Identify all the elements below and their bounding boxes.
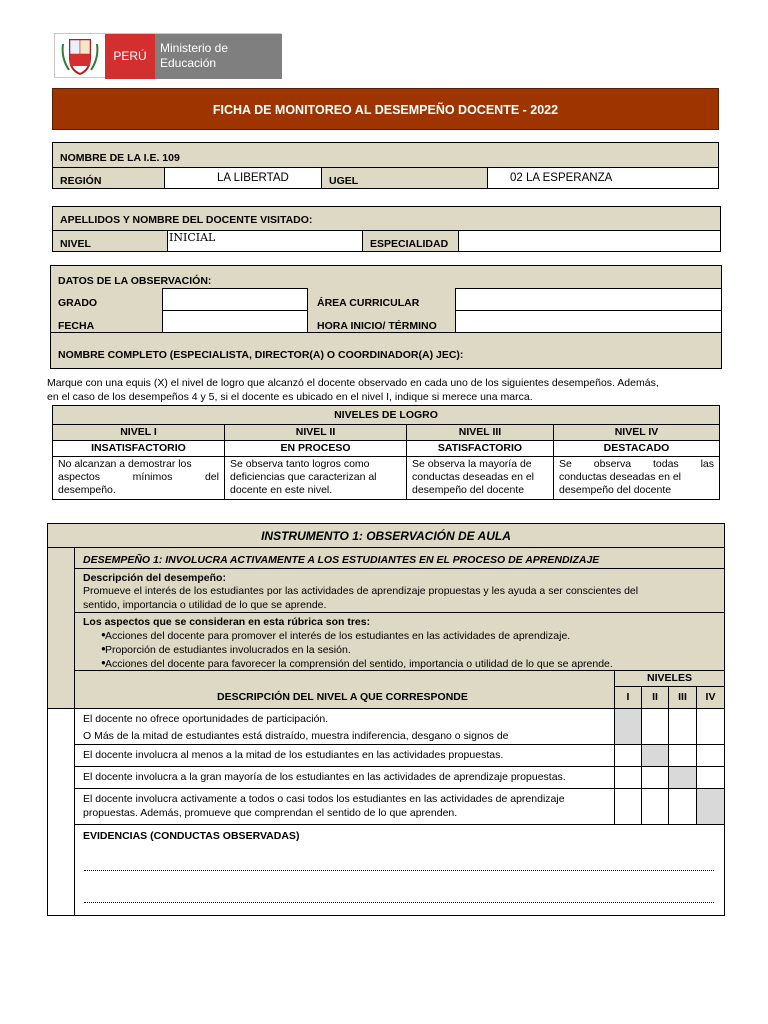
- ugel-value-cell[interactable]: [487, 167, 719, 189]
- evidence-line[interactable]: [84, 870, 714, 871]
- checkbox-row3-level-IV[interactable]: [696, 766, 725, 789]
- level-4-desc-word: observa: [593, 458, 632, 470]
- levels-header: NIVELES: [614, 670, 725, 687]
- rubric-text: El docente involucra activamente a todos o casi todos los estudiantes en las actividades de aprendizaje: [83, 793, 565, 805]
- level-3-desc-line: desempeño del docente: [412, 484, 525, 496]
- level-2-description: [224, 456, 407, 500]
- description-line2: sentido, importancia o utilidad de lo que se aprende.: [83, 599, 327, 611]
- level-3-name: NIVEL III: [406, 424, 554, 441]
- rubric-row-level-4: [74, 788, 615, 825]
- checkbox-row4-level-IV[interactable]: [696, 788, 725, 825]
- levels-table-header: NIVELES DE LOGRO: [52, 405, 720, 425]
- rubric-row-level-2: [74, 744, 615, 767]
- checkbox-row2-level-III[interactable]: [668, 744, 697, 767]
- level-4-category: DESTACADO: [553, 440, 720, 457]
- instrument-title: INSTRUMENTO 1: OBSERVACIÓN DE AULA: [47, 523, 725, 548]
- description-line1: Promueve el interés de los estudiantes por las actividades de aprendizaje propuestas y les ayuda a ser conscientes del: [83, 585, 639, 597]
- ugel-label: UGEL: [329, 175, 359, 187]
- level-1-category: INSATISFACTORIO: [52, 440, 225, 457]
- level-4-desc-line: desempeño del docente: [559, 484, 672, 496]
- aspect-item: ● Proporción de estudiantes involucrados en la sesión.: [105, 644, 351, 656]
- checkbox-row1-level-I[interactable]: [614, 708, 642, 745]
- checkbox-row4-level-I[interactable]: [614, 788, 642, 825]
- time-field[interactable]: [455, 310, 722, 333]
- level-1-desc-line: desempeño.: [58, 484, 116, 496]
- level-2-desc-line: docente en este nivel.: [230, 484, 333, 496]
- region-value: LA LIBERTAD: [217, 172, 289, 184]
- checkbox-row3-level-II[interactable]: [641, 766, 669, 789]
- checkbox-row1-level-II[interactable]: [641, 708, 669, 745]
- level-col-header: I: [614, 686, 642, 709]
- level-1-name: NIVEL I: [52, 424, 225, 441]
- level-3-desc-line: conductas deseadas en el: [412, 471, 535, 483]
- level-1-desc-word: aspectos: [58, 471, 101, 483]
- level-1-desc-line: No alcanzan a demostrar los: [58, 458, 192, 470]
- checkbox-row4-level-III[interactable]: [668, 788, 697, 825]
- observation-header: DATOS DE LA OBSERVACIÓN:: [58, 275, 212, 287]
- rubric-text: propuestas. Además, promueve que comprendan el sentido de lo que aprenden.: [83, 807, 458, 819]
- checkbox-row2-level-IV[interactable]: [696, 744, 725, 767]
- instrument-left-strip: [47, 547, 75, 709]
- date-label: FECHA: [58, 320, 95, 332]
- rubric-row-level-1: [74, 708, 615, 745]
- area-label: ÁREA CURRICULAR: [317, 297, 420, 309]
- level-4-desc-word: todas: [652, 458, 679, 470]
- level-1-desc-word: del: [204, 471, 219, 483]
- instructions-line1: Marque con una equis (X) el nivel de logro que alcanzó el docente observado en cada uno de los siguientes desempeños. Además,: [47, 377, 659, 389]
- rubric-text: El docente involucra al menos a la mitad de los estudiantes en las actividades propuestas.: [83, 749, 504, 761]
- region-label: REGIÓN: [60, 175, 102, 187]
- evidence-line[interactable]: [84, 902, 714, 903]
- evidence-label: EVIDENCIAS (CONDUCTAS OBSERVADAS): [83, 830, 300, 842]
- level-col-header: III: [668, 686, 697, 709]
- country-label: PERÚ: [105, 34, 155, 79]
- checkbox-row3-level-III[interactable]: [668, 766, 697, 789]
- school-name-row: [52, 142, 719, 168]
- rubric-row-level-3: [74, 766, 615, 789]
- specialty-label-cell: [362, 230, 459, 252]
- checkbox-row1-level-IV[interactable]: [696, 708, 725, 745]
- level-4-desc-line: conductas deseadas en el: [559, 471, 682, 483]
- area-field[interactable]: [455, 288, 722, 311]
- rubric-text: El docente involucra a la gran mayoría de los estudiantes en las actividades de aprendizaje propuestas.: [83, 771, 566, 783]
- level-2-category: EN PROCESO: [224, 440, 407, 457]
- level-description-header-cell: [74, 670, 615, 709]
- level-value: INICIAL: [169, 231, 216, 244]
- ugel-label-cell: [321, 167, 488, 189]
- level-label: NIVEL: [60, 238, 91, 250]
- grade-label: GRADO: [58, 297, 98, 309]
- level-label-cell: [52, 230, 168, 252]
- ministry-line1: Ministerio de: [160, 41, 229, 55]
- level-col-header: IV: [696, 686, 725, 709]
- ugel-value: 02 LA ESPERANZA: [510, 172, 613, 184]
- level-2-desc-line: deficiencias que caracterizan al: [230, 471, 377, 483]
- level-value-cell[interactable]: [167, 230, 363, 252]
- divider: [50, 332, 722, 333]
- region-label-cell: [52, 167, 165, 189]
- aspects-label: Los aspectos que se consideran en esta rúbrica son tres:: [83, 616, 371, 628]
- level-4-desc-word: Se: [559, 458, 572, 470]
- ministry-logo: [54, 33, 281, 78]
- level-1-description: [52, 456, 225, 500]
- level-3-desc-line: Se observa la mayoría de: [412, 458, 532, 470]
- description-row: [74, 568, 725, 613]
- ministry-label: [155, 34, 282, 79]
- level-1-desc-word: mínimos: [132, 471, 173, 483]
- region-value-cell[interactable]: [164, 167, 322, 189]
- checkbox-row3-level-I[interactable]: [614, 766, 642, 789]
- performance-title: DESEMPEÑO 1: INVOLUCRA ACTIVAMENTE A LOS ESTUDIANTES EN EL PROCESO DE APRENDIZAJE: [83, 554, 600, 566]
- level-3-description: [406, 456, 554, 500]
- checkbox-row2-level-II[interactable]: [641, 744, 669, 767]
- observer-label: NOMBRE COMPLETO (ESPECIALISTA, DIRECTOR(A) O COORDINADOR(A) JEC):: [58, 349, 464, 361]
- teacher-name-label: APELLIDOS Y NOMBRE DEL DOCENTE VISITADO:: [60, 214, 313, 226]
- school-name-label: NOMBRE DE LA I.E. 109: [60, 152, 180, 164]
- specialty-label: ESPECIALIDAD: [370, 238, 449, 250]
- coat-of-arms-icon: [57, 36, 103, 76]
- ministry-line2: Educación: [160, 56, 217, 70]
- checkbox-row1-level-III[interactable]: [668, 708, 697, 745]
- specialty-value-cell[interactable]: [458, 230, 721, 252]
- checkbox-row4-level-II[interactable]: [641, 788, 669, 825]
- instrument-left-strip-lower: [47, 708, 75, 916]
- checkbox-row2-level-I[interactable]: [614, 744, 642, 767]
- rubric-text: El docente no ofrece oportunidades de participación.: [83, 713, 329, 725]
- level-4-name: NIVEL IV: [553, 424, 720, 441]
- description-label: Descripción del desempeño:: [83, 572, 226, 584]
- date-field[interactable]: [162, 310, 308, 333]
- teacher-name-row: [52, 206, 721, 231]
- level-4-description: [553, 456, 720, 500]
- instructions-line2: en el caso de los desempeños 4 y 5, si el docente es ubicado en el nivel I, indique si merece una marca.: [47, 391, 533, 403]
- level-4-desc-line: [559, 458, 714, 471]
- level-1-desc-line: [58, 471, 219, 484]
- rubric-text: O Más de la mitad de estudiantes está distraído, muestra indiferencia, desgano o signos de: [83, 730, 509, 742]
- aspect-item: ● Acciones del docente para promover el interés de los estudiantes en las actividades de aprendizaje.: [105, 630, 570, 642]
- aspect-item: ● Acciones del docente para favorecer la comprensión del sentido, importancia o utilidad de lo que se aprende.: [105, 658, 613, 670]
- level-2-name: NIVEL II: [224, 424, 407, 441]
- form-title: FICHA DE MONITOREO AL DESEMPEÑO DOCENTE - 2022: [52, 88, 719, 130]
- level-description-header: DESCRIPCIÓN DEL NIVEL A QUE CORRESPONDE: [217, 691, 468, 703]
- performance-title-row: [74, 547, 725, 569]
- level-2-desc-line: Se observa tanto logros como: [230, 458, 370, 470]
- time-label: HORA INICIO/ TÉRMINO: [317, 320, 437, 332]
- grade-field[interactable]: [162, 288, 308, 311]
- level-3-category: SATISFACTORIO: [406, 440, 554, 457]
- level-4-desc-word: las: [700, 458, 714, 470]
- level-col-header: II: [641, 686, 669, 709]
